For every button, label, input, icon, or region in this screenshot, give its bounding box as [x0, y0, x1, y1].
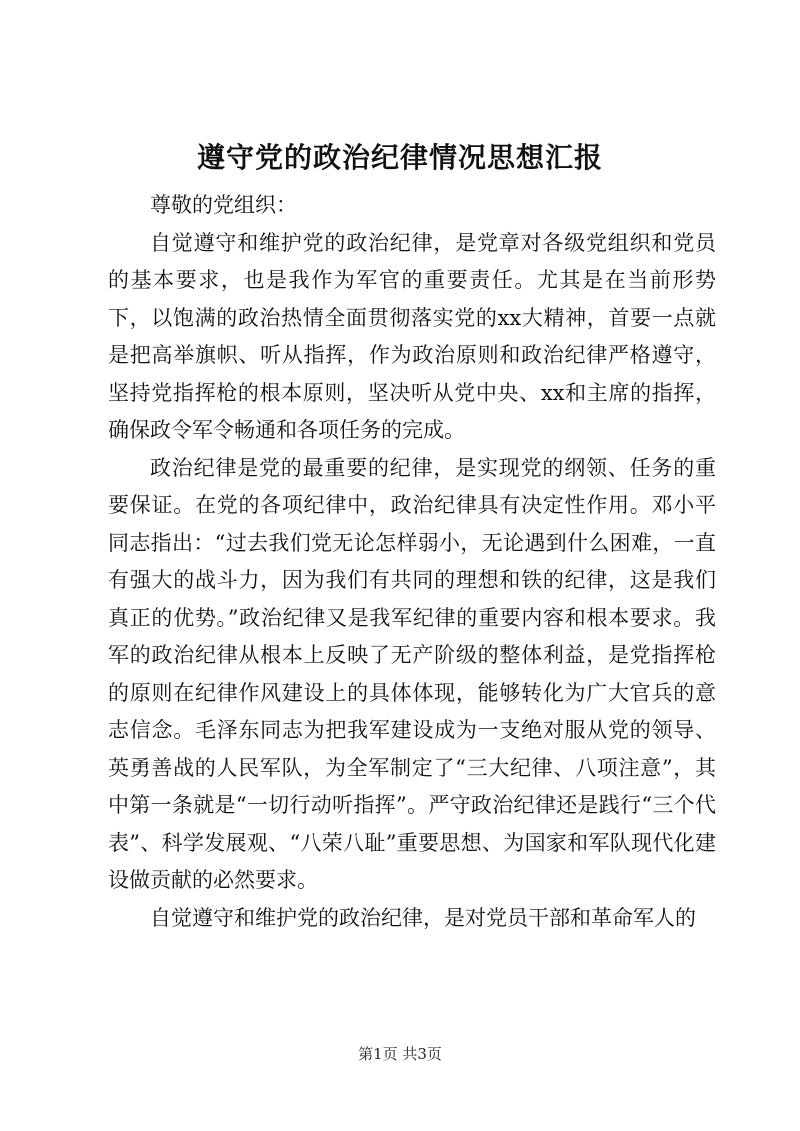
paragraph-3: 自觉遵守和维护党的政治纪律，是对党员干部和革命军人的 [150, 905, 696, 930]
document-title: 遵守党的政治纪律情况思想汇报 [196, 141, 603, 174]
document-body [108, 187, 716, 937]
page-footer: 第1页 共3页 [358, 1045, 442, 1063]
paragraph-2: 政治纪律是党的最重要的纪律，是实现党的纲领、任务的重要保证。在党的各项纪律中，政治纪律具有决定性作用。邓小平同志指出：“过去我们党无论怎样弱小，无论遇到什么困难，一直有强大的战斗力，因为我们有共同的理想和铁的纪律，这是我们真正的优势。”政治纪律又是我军纪律的重要内容和根本要求。我军的政治纪律从根本上反映了无产阶级的整体利益，是党指挥枪的原则在纪律作风建设上的具体体现，能够转化为广大官兵的意志信念。毛泽东同志为把我军建设成为一支绝对服从党的领导、英勇善战的人民军队，为全军制定了“三大纪律、八项注意”，其中第一条就是“一切行动听指挥”。严守政治纪律还是践行“三个代表”、科学发展观、“八荣八耻”重要思想、为国家和军队现代化建设做贡献的必然要求。 [108, 455, 716, 892]
salutation: 尊敬的党组织： [150, 193, 297, 217]
paragraph-1: 自觉遵守和维护党的政治纪律，是党章对各级党组织和党员的基本要求，也是我作为军官的重要责任。尤其是在当前形势下，以饱满的政治热情全面贯彻落实党的xx大精神，首要一点就是把高举旗帜、听从指挥，作为政治原则和政治纪律严格遵守，坚持党指挥枪的根本原则，坚决听从党中央、xx和主席的指挥，确保政令军令畅通和各项任务的完成。 [108, 230, 716, 442]
